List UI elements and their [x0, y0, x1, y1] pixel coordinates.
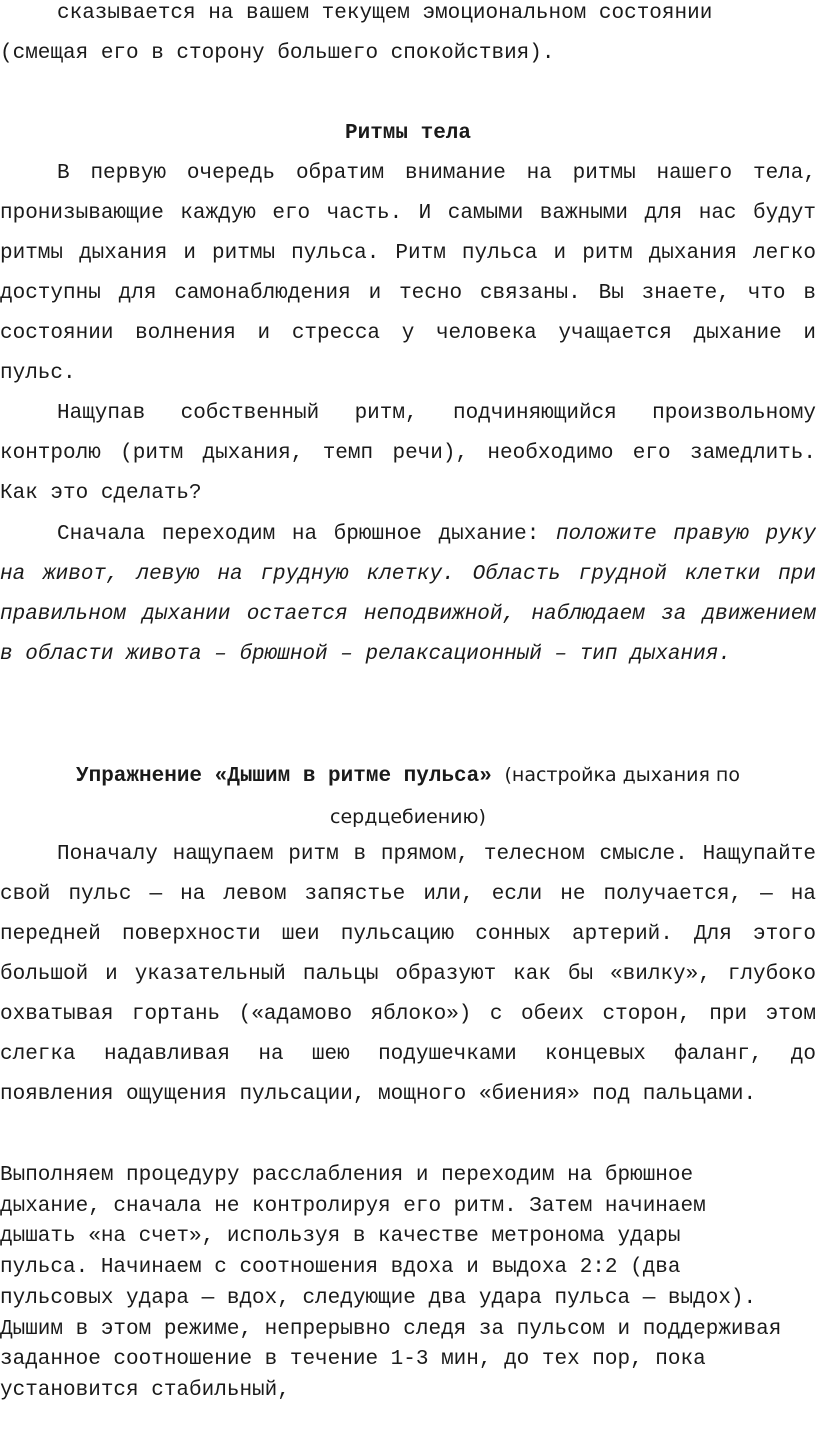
exercise-subtitle-part1: (настройка дыхания по	[504, 764, 740, 786]
procedure-line: установится стабильный,	[0, 1378, 290, 1402]
procedure-line: дыхание, сначала не контролируя его ритм. Затем начинаем	[0, 1194, 706, 1218]
intro-line-1: сказывается на вашем текущем эмоциональном состоянии	[57, 2, 713, 25]
paragraph-find-pulse: Поначалу нащупаем ритм в прямом, телесном смысле. Нащупайте свой пульс — на левом запястье или, если не получается, — на передней поверхности шеи пульсацию сонных артерий. Для этого большой и указательный пальцы образуют как бы «вилку», глубоко охватывая гортань («адамово яблоко») с обеих сторон, при этом слегка надавливая на шею подушечками концевых фаланг, до появления ощущения пульсации, мощного «биения» под пальцами.	[0, 843, 816, 1106]
procedure-line: Выполняем процедуру расслабления и переходим на брюшное	[0, 1164, 694, 1187]
paragraph-abdominal-breathing	[0, 515, 816, 675]
procedure-line: заданное соотношение в течение 1-3 мин, до тех пор, пока	[0, 1348, 706, 1372]
procedure-line: Дышим в этом режиме, непрерывно следя за пульсом и поддерживая	[0, 1317, 782, 1341]
paragraph-procedure	[0, 1161, 800, 1407]
breathing-instructions: положите правую руку на живот, левую на грудную клетку. Область грудной клетки при правильном дыхании остается неподвижной, наблюдаем за движением в области живота – брюшной – релаксационный – тип дыхания.	[0, 523, 816, 666]
procedure-line: пульсовых удара — вдох, следующие два удара пульса — выдох).	[0, 1286, 757, 1310]
exercise-subtitle-part2: сердцебиению)	[330, 806, 486, 828]
paragraph-intro-end	[0, 0, 816, 74]
procedure-line: пульса. Начинаем с соотношения вдоха и выдоха 2:2 (два	[0, 1256, 681, 1280]
paragraph-body-rhythms: В первую очередь обратим внимание на ритмы нашего тела, пронизывающие каждую его часть. И самыми важными для нас будут ритмы дыхания и ритмы пульса. Ритм пульса и ритм дыхания легко доступны для самонаблюдения и тесно связаны. Вы знаете, что в состоянии волнения и стресса у человека учащается дыхание и пульс.	[0, 162, 816, 385]
paragraph-rhythm-control: Нащупав собственный ритм, подчиняющийся произвольному контролю (ритм дыхания, темп речи), необходимо его замедлить. Как это сделать?	[0, 402, 816, 505]
heading-body-rhythms: Ритмы тела	[344, 122, 472, 145]
intro-line-2: (смещая его в сторону большего спокойствия).	[0, 42, 555, 65]
exercise-title: Упражнение «Дышим в ритме пульса»	[76, 765, 492, 788]
heading-exercise-pulse	[0, 755, 816, 839]
procedure-line: дышать «на счет», используя в качестве метронома удары	[0, 1225, 681, 1249]
breathing-lead-text: Сначала переходим на брюшное дыхание:	[57, 523, 556, 546]
